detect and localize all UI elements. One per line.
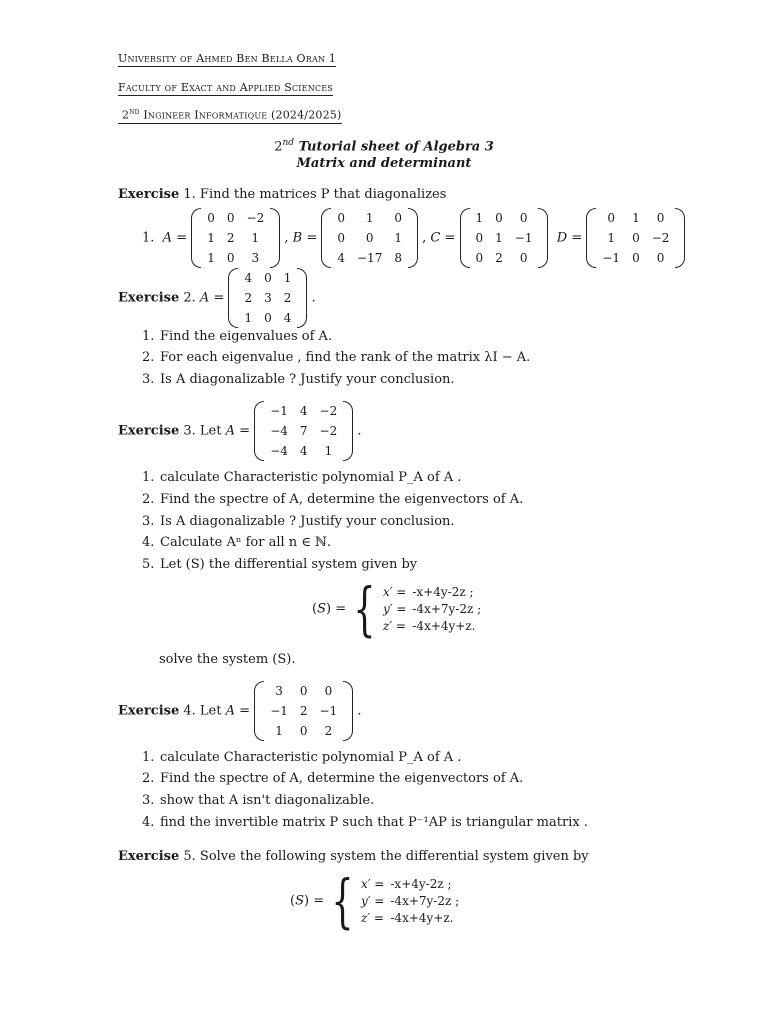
list-item: 2. Find the spectre of A, determine the eigenvectors of A. [142, 771, 524, 786]
matrix-B: 0 1 0 0 0 1 4 −17 8 [321, 208, 418, 268]
exercise-5-heading: Exercise 5. Solve the following system the differential system given by [118, 849, 589, 864]
exercise-2-heading: Exercise 2. A = 4 0 1 2 3 2 1 0 4 . [118, 268, 316, 328]
matrix-A-ex4: 3 0 0 −1 2 −1 1 0 2 [254, 681, 353, 741]
matrix-A: 0 0 −2 1 2 1 1 0 3 [191, 208, 280, 268]
list-item: 4. Calculate Aⁿ for all n ∈ ℕ. [142, 535, 332, 550]
sheet-subtitle: Matrix and determinant [296, 156, 472, 171]
solve-text: solve the system (S). [159, 652, 296, 667]
differential-system-ex3: (S) = { x′ = -x+4y-2z ; y′ = -4x+7y-2z ; z′ = -4x+4y+z. [312, 575, 482, 643]
list-item: 5. Let (S) the differential system given by [142, 557, 418, 572]
list-item: 3. Is A diagonalizable ? Justify your conclusion. [142, 514, 455, 529]
exercise-1-matrices: 1. A = 0 0 −2 1 2 1 1 0 3 , B = 0 1 0 0 0 1 4 −17 8 , C = 1 0 0 0 1 −1 0 2 0 D = 0 1 0 1 0 −2 −1 0 0 [142, 208, 685, 268]
list-item: 3. show that A isn't diagonalizable. [142, 793, 375, 808]
matrix-C: 1 0 0 0 1 −1 0 2 0 [460, 208, 549, 268]
list-item: 2. For each eigenvalue , find the rank of the matrix λI − A. [142, 350, 531, 365]
differential-system-ex5: (S) = { x′ = -x+4y-2z ; y′ = -4x+7y-2z ; z′ = -4x+4y+z. [290, 867, 460, 935]
sheet-title: 2nd Tutorial sheet of Algebra 3 [274, 138, 494, 155]
list-item: 4. find the invertible matrix P such that P⁻¹AP is triangular matrix . [142, 815, 588, 830]
matrix-A-ex3: −1 4 −2 −4 7 −2 −4 4 1 [254, 401, 353, 461]
faculty-name: Faculty of Exact and Applied Sciences [118, 81, 333, 94]
matrix-A-ex2: 4 0 1 2 3 2 1 0 4 [228, 268, 307, 328]
list-item: 3. Is A diagonalizable ? Justify your conclusion. [142, 372, 455, 387]
list-item: 1. Find the eigenvalues of A. [142, 329, 333, 344]
list-item: 1. calculate Characteristic polynomial P_A of A . [142, 750, 462, 765]
exercise-3-heading: Exercise 3. Let A = −1 4 −2 −4 7 −2 −4 4 1 . [118, 401, 362, 461]
matrix-D: 0 1 0 1 0 −2 −1 0 0 [586, 208, 685, 268]
university-name: University of Ahmed Ben Bella Oran 1 [118, 52, 337, 65]
exercise-4-heading: Exercise 4. Let A = 3 0 0 −1 2 −1 1 0 2 . [118, 681, 362, 741]
exercise-1-heading: Exercise 1. Find the matrices P that diagonalizes [118, 187, 447, 202]
list-item: 2. Find the spectre of A, determine the eigenvectors of A. [142, 492, 524, 507]
level-line: 2nd Ingineer Informatique (2024/2025) [118, 107, 342, 124]
list-item: 1. calculate Characteristic polynomial P_A of A . [142, 470, 462, 485]
